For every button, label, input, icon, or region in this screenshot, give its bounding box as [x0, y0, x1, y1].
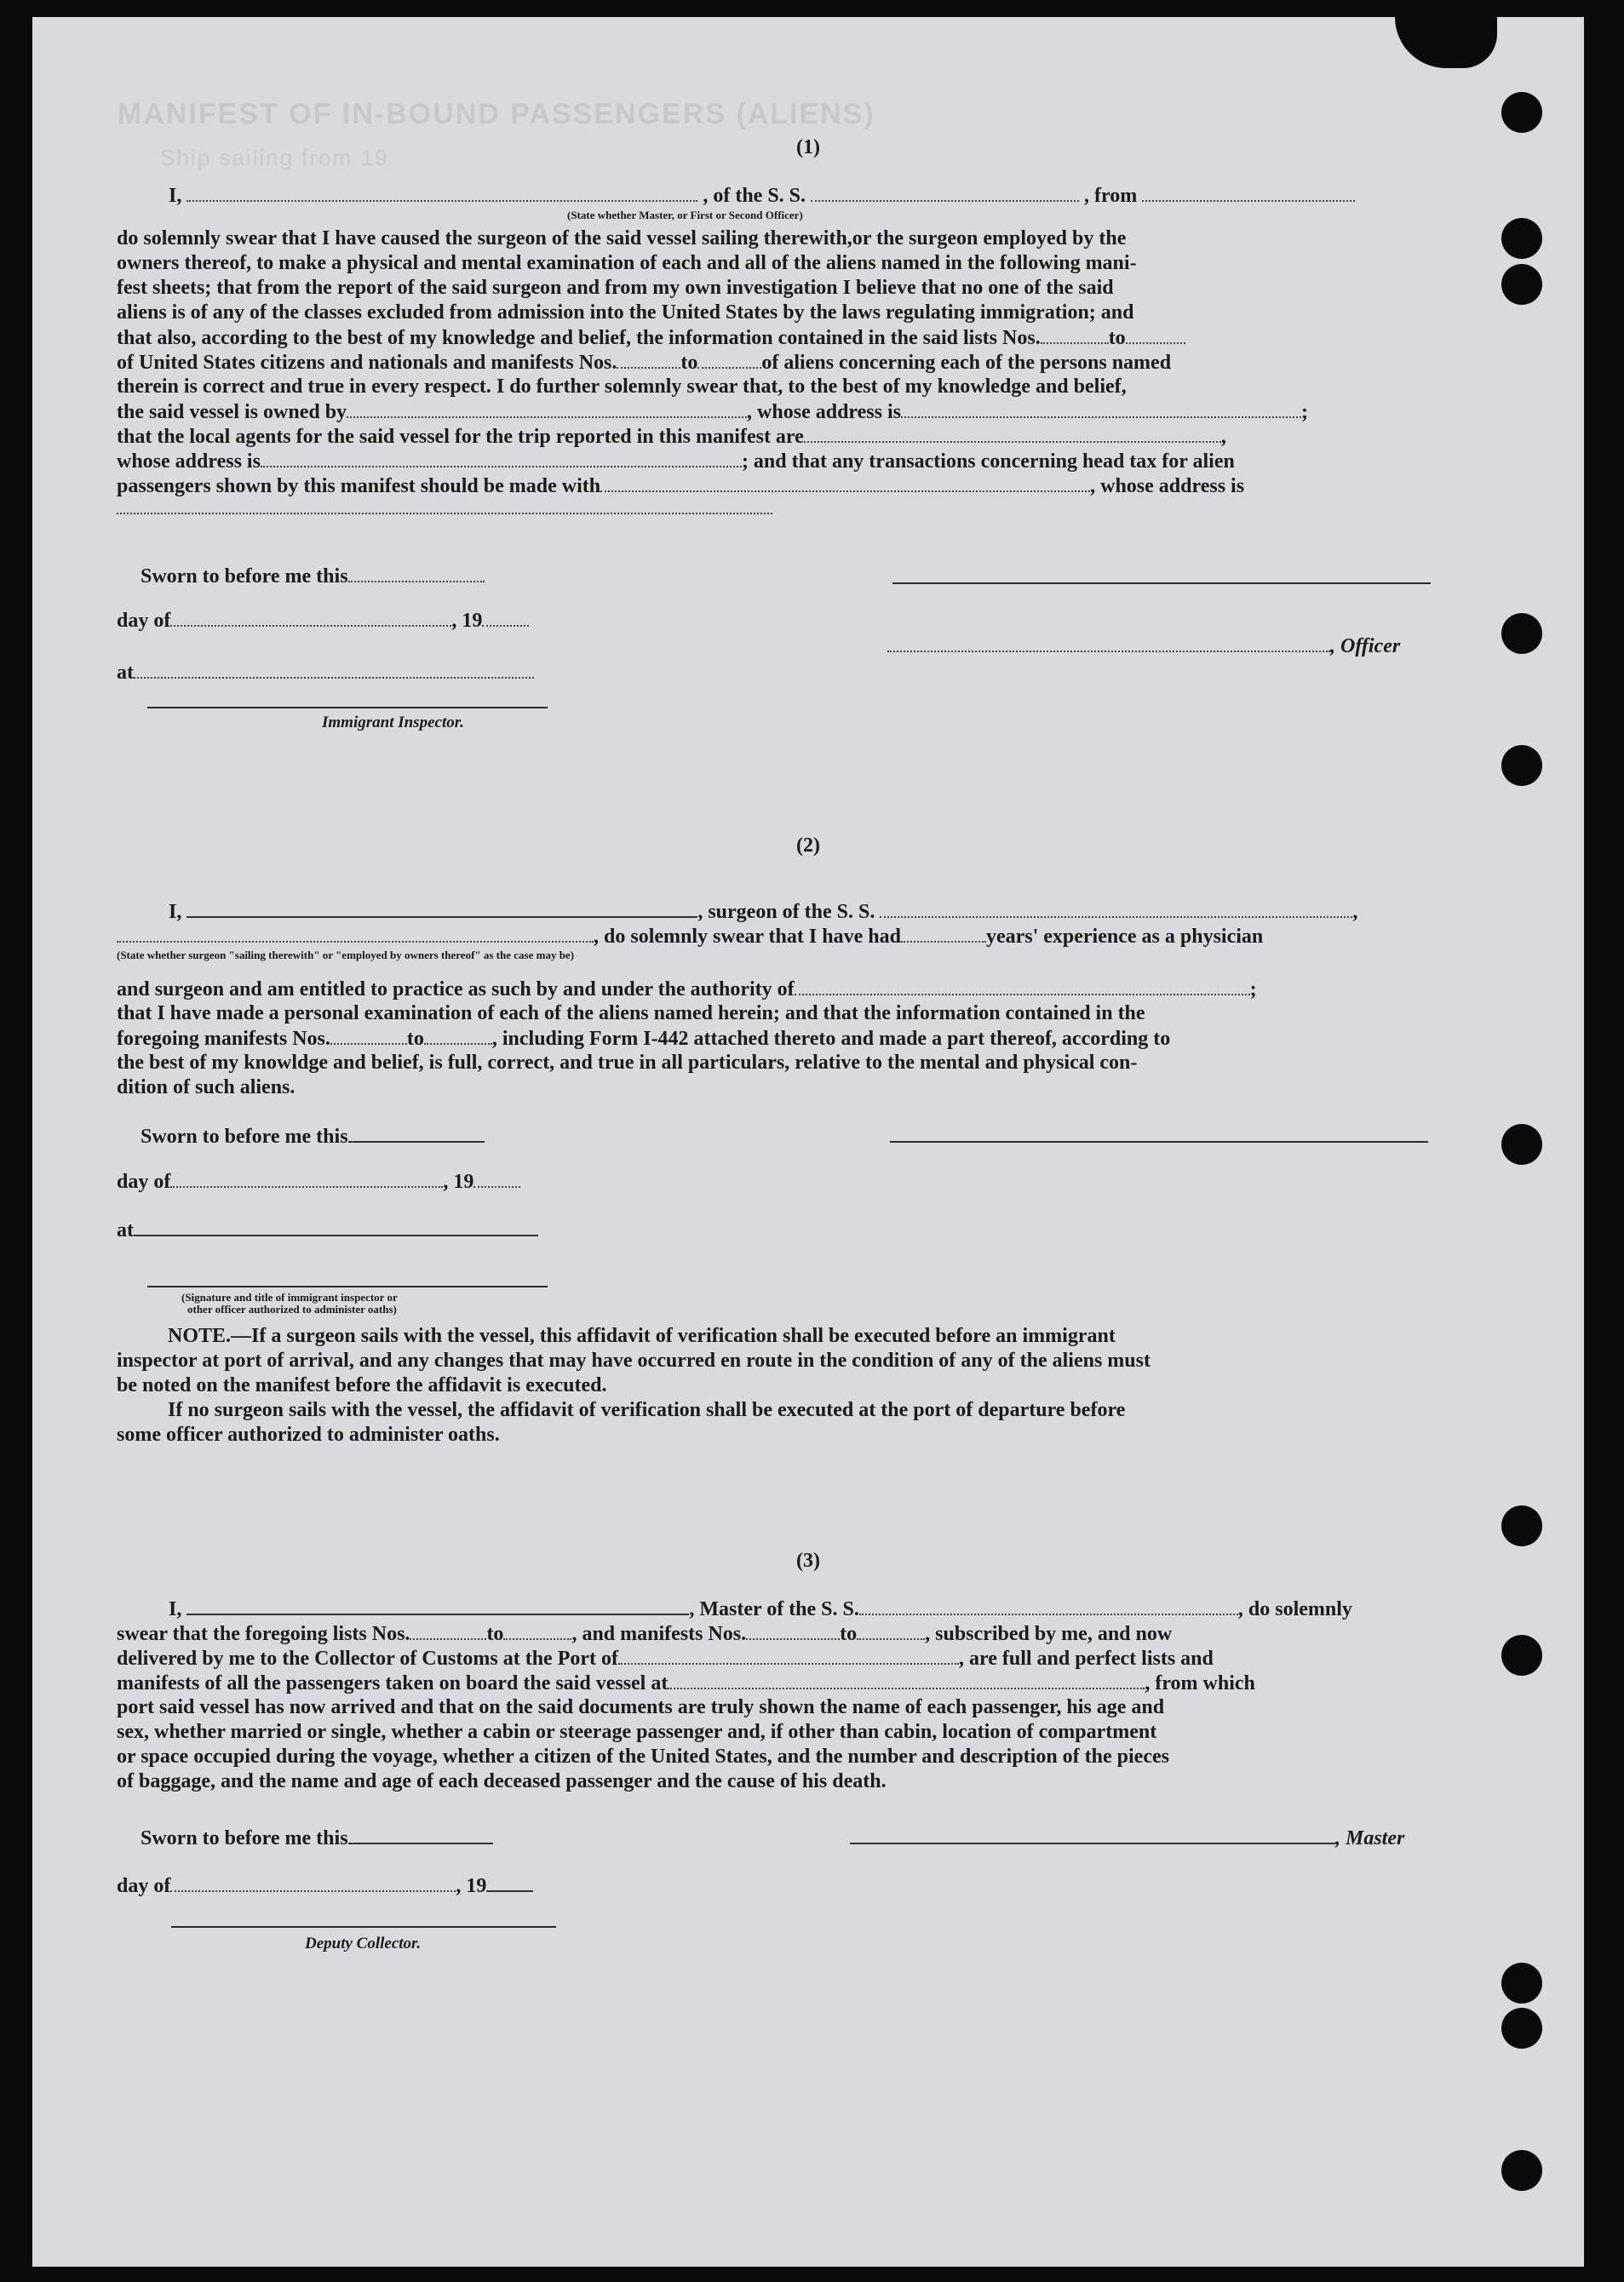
master-signature-field[interactable]	[850, 1826, 1335, 1844]
punch-hole-icon	[1501, 613, 1542, 654]
s1-caption: (State whether Master, or First or Second Officer)	[567, 209, 803, 221]
punch-hole-icon	[1501, 745, 1542, 786]
body-line: port said vessel has now arrived and that on the said documents are truly shown the name of each passenger, his age and	[117, 1696, 1165, 1718]
body-line: that the local agents for the said vessel for the trip reported in this manifest are ,	[117, 426, 1226, 448]
sworn-line: Sworn to before me this	[141, 1826, 493, 1851]
manifest-to-field[interactable]	[697, 350, 761, 369]
body-line: therein is correct and true in every respect. I do further solemnly swear that, to the best of my knowledge and belief,	[117, 376, 1127, 398]
s2-day-of-field[interactable]	[170, 1169, 443, 1188]
body-line: or space occupied during the voyage, whether a citizen of the United States, and the number and description of the pieces	[117, 1746, 1169, 1768]
bleed-through-text: Ship sailing from 19	[160, 145, 389, 170]
note-line: some officer authorized to administer oaths.	[117, 1424, 500, 1446]
s2-line1: I, , surgeon of the S. S. ,	[169, 901, 1358, 923]
inspector-signature-line[interactable]	[147, 707, 548, 708]
body-line: owners thereof, to make a physical and mental examination of each and all of the aliens named in the following mani-	[117, 252, 1137, 274]
year-field[interactable]	[482, 608, 529, 627]
port-field[interactable]	[618, 1646, 959, 1665]
s2-year-field[interactable]	[473, 1169, 520, 1188]
at-place-field[interactable]	[134, 660, 534, 679]
body-line: of United States citizens and nationals and manifests Nos. to of aliens concerning each of the persons named	[117, 352, 1172, 374]
body-line: that I have made a personal examination of each of the aliens named herein; and that the information contained in the	[117, 1002, 1145, 1024]
punch-hole-icon	[1501, 2150, 1542, 2191]
s2-sworn-date-field[interactable]	[348, 1124, 485, 1143]
authority-field[interactable]	[795, 977, 1250, 995]
address-blank[interactable]	[117, 513, 772, 514]
day-of-line: day of , 19	[117, 608, 529, 634]
body-line: delivered by me to the Collector of Customs at the Port of , are full and perfect lists and	[117, 1648, 1214, 1670]
body-line: passengers shown by this manifest should be made with , whose address is	[117, 475, 1245, 497]
punch-hole-icon	[1501, 1635, 1542, 1676]
s3-ship-field[interactable]	[859, 1597, 1238, 1615]
s2-line2: , do solemnly swear that I have had years' experience as a physician	[117, 924, 1263, 949]
s2-manifest-from-field[interactable]	[330, 1026, 407, 1045]
s3-sworn-date-field[interactable]	[348, 1826, 493, 1844]
body-line: aliens is of any of the classes excluded from admission into the United States by the laws regulating immigration; and	[117, 301, 1134, 324]
day-of-field[interactable]	[170, 608, 451, 627]
s3-line1: I, , Master of the S. S. , do solemnly	[169, 1598, 1352, 1620]
sworn-line: Sworn to before me this	[141, 564, 485, 589]
document-page	[32, 17, 1584, 2267]
from-port-field[interactable]	[1142, 183, 1355, 202]
s3-list-to-field[interactable]	[503, 1621, 571, 1640]
day-of-line: day of , 19	[117, 1169, 520, 1195]
sig-caption: other officer authorized to administer oaths)	[187, 1303, 397, 1316]
master-name-field[interactable]	[187, 183, 697, 202]
body-line: whose address is ; and that any transactions concerning head tax for alien	[117, 450, 1235, 473]
note-line: be noted on the manifest before the affidavit is executed.	[117, 1374, 607, 1396]
master-signature-line: , Master	[850, 1826, 1404, 1851]
punch-hole-icon	[1501, 264, 1542, 305]
sworn-line: Sworn to before me this	[141, 1124, 485, 1150]
body-line: manifests of all the passengers taken on board the said vessel at , from which	[117, 1672, 1255, 1694]
head-tax-party-field[interactable]	[600, 473, 1090, 492]
s2-at-place-field[interactable]	[134, 1218, 538, 1236]
agents-address-field[interactable]	[261, 449, 742, 467]
s3-manifest-from-field[interactable]	[746, 1621, 840, 1640]
note-line: If no surgeon sails with the vessel, the affidavit of verification shall be executed at the port of departure before	[168, 1399, 1126, 1421]
years-field[interactable]	[901, 924, 986, 943]
boarding-port-field[interactable]	[668, 1671, 1145, 1689]
at-line: at	[117, 1218, 538, 1243]
s3-manifest-to-field[interactable]	[857, 1621, 925, 1640]
punch-hole-icon	[1501, 1124, 1542, 1165]
body-line: fest sheets; that from the report of the said surgeon and from my own investigation I believe that no one of the said	[117, 277, 1114, 299]
body-line: the best of my knowldge and belief, is full, correct, and true in all particulars, relative to the mental and physical con-	[117, 1052, 1138, 1074]
s1-line1: I, , of the S. S. , from	[169, 183, 1355, 209]
body-line: do solemnly swear that I have caused the surgeon of the said vessel sailing therewith,or the surgeon employed by the	[117, 227, 1127, 249]
s3-master-name-field[interactable]	[187, 1597, 689, 1615]
s2-manifest-to-field[interactable]	[424, 1026, 492, 1045]
collector-signature-line[interactable]	[171, 1926, 556, 1928]
sworn-date-field[interactable]	[348, 564, 485, 582]
body-line: and surgeon and am entitled to practice as such by and under the authority of ;	[117, 978, 1257, 1001]
surgeon-status-field[interactable]	[117, 924, 594, 943]
collector-label: Deputy Collector.	[305, 1935, 422, 1952]
owner-address-field[interactable]	[901, 399, 1301, 418]
agents-field[interactable]	[804, 424, 1221, 443]
punch-hole-icon	[1501, 2008, 1542, 2049]
punch-hole-icon	[1501, 92, 1542, 133]
body-line: swear that the foregoing lists Nos. to , and manifests Nos. to , subscribed by me, and now	[117, 1623, 1173, 1645]
s3-day-of-field[interactable]	[170, 1873, 456, 1892]
section-number: (2)	[796, 834, 820, 857]
ship-name-field[interactable]	[811, 183, 1079, 202]
surgeon-name-field[interactable]	[187, 899, 697, 918]
body-line: dition of such aliens.	[117, 1076, 296, 1098]
s3-year-field[interactable]	[486, 1873, 533, 1892]
list-from-field[interactable]	[1041, 325, 1109, 344]
bleed-through-text: MANIFEST OF IN-BOUND PASSENGERS (ALIENS)	[118, 98, 875, 130]
at-line: at	[117, 660, 534, 685]
officer-signature-line[interactable]	[892, 582, 1431, 584]
body-line: of baggage, and the name and age of each deceased passenger and the cause of his death.	[117, 1770, 887, 1792]
body-line: the said vessel is owned by , whose address is ;	[117, 401, 1308, 423]
s3-list-from-field[interactable]	[410, 1621, 486, 1640]
section-number: (1)	[796, 136, 820, 158]
torn-corner	[1395, 17, 1497, 68]
section-number: (3)	[796, 1550, 820, 1572]
punch-hole-icon	[1501, 1505, 1542, 1546]
surgeon-ship-field[interactable]	[880, 899, 1352, 918]
note-line: inspector at port of arrival, and any changes that may have occurred en route in the condition of any of the aliens must	[117, 1350, 1151, 1372]
punch-hole-icon	[1501, 218, 1542, 259]
officer-field[interactable]	[887, 634, 1330, 652]
inspector-label: Immigrant Inspector.	[322, 714, 464, 731]
owner-field[interactable]	[347, 399, 747, 418]
punch-hole-icon	[1501, 1963, 1542, 2004]
officer-line: , Officer	[887, 634, 1400, 659]
body-line: that also, according to the best of my knowledge and belief, the information contained in the said lists Nos. to	[117, 325, 1458, 351]
manifest-from-field[interactable]	[617, 350, 680, 369]
list-to-field[interactable]	[1126, 325, 1185, 344]
body-line: foregoing manifests Nos. to , including Form I-442 attached thereto and made a part thereof, according to	[117, 1028, 1171, 1050]
sig-caption: (Signature and title of immigrant inspector or	[181, 1291, 398, 1304]
body-line: sex, whether married or single, whether a cabin or steerage passenger and, if other than cabin, location of compartment	[117, 1721, 1157, 1743]
s2-signature-line[interactable]	[147, 1286, 548, 1287]
day-of-line: day of , 19	[117, 1873, 533, 1899]
surgeon-signature-line[interactable]	[890, 1141, 1428, 1143]
note-line: NOTE.—If a surgeon sails with the vessel, this affidavit of verification shall be executed before an immigrant	[168, 1325, 1116, 1347]
s2-caption: (State whether surgeon "sailing therewith" or "employed by owners thereof" as the case may be)	[117, 949, 575, 961]
